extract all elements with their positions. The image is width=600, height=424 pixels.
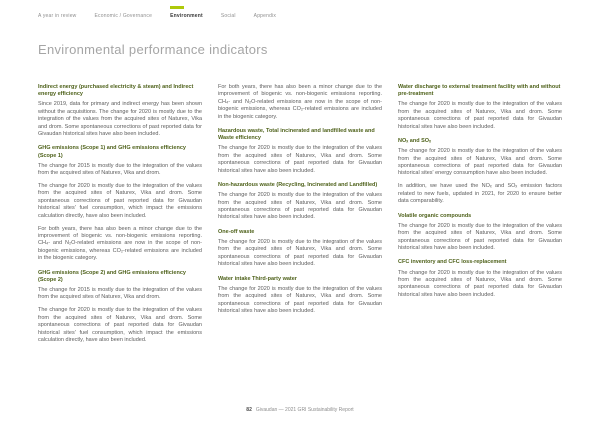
section-paragraph: Since 2019, data for primary and indirect energy has been shown without the acquisitions. The change for 2020 is mostly due to the integration of the values from the acquired sites of Naturex, Vika and drom. Some spontaneous corrections of past reported data for Givaudan historical sites have also been included. xyxy=(38,101,202,137)
section-indirect-energy xyxy=(38,84,202,138)
section-paragraph: For both years, there has also been a minor change due to the improvement of biogenic vs. non-biogenic emissions reporting. CH₄- and N₂O-related emissions are now in the scope of non-biogenic emissions, whereas CO₂-related emissions are included in the biogenic category. xyxy=(218,84,382,120)
nav-item-economic-governance[interactable]: Economic / Governance xyxy=(94,13,153,19)
section-paragraph: The change for 2020 is mostly due to the integration of the values from the acquired sites of Naturex, Vika and drom. Some spontaneous corrections of past reported data for Givaudan historical sites' energy consumption have also been included. xyxy=(398,148,562,177)
section-heading: GHG emissions (Scope 1) and GHG emissions efficiency (Scope 1) xyxy=(38,145,186,159)
section-heading: NOₓ and SOₓ xyxy=(398,137,432,144)
section-heading: Non-hazardous waste (Recycling, Incinerated and Landfilled) xyxy=(218,182,378,189)
page-title: Environmental performance indicators xyxy=(38,41,268,57)
section-paragraph: The change for 2020 is mostly due to the integration of the values from the acquired sites of Naturex, Vika and drom. Some spontaneous corrections of past reported data for Givaudan historical sites' fuel consumption, which impact the emissions calculation directly, have also been included. xyxy=(38,183,202,219)
section-heading: Water intake Third-party water xyxy=(218,275,297,282)
nav-item-appendix[interactable]: Appendix xyxy=(253,13,277,19)
section-paragraph: The change for 2020 is mostly due to the integration of the values from the acquired sites of Naturex, Vika and drom. Some spontaneous corrections of past reported data for Givaudan historical sites have also been included. xyxy=(398,269,562,298)
section-ghg-scope2 xyxy=(38,270,202,345)
section-water-intake xyxy=(218,276,382,316)
section-paragraph: The change for 2020 is mostly due to the integration of the values from the acquired sites of Naturex, Vika and drom. Some spontaneous corrections of past reported data for Givaudan historical sites' fuel consumption, which impact the emissions calculation directly, have also been included. xyxy=(38,307,202,344)
footer-text: Givaudan — 2021 GRI Sustainability Report xyxy=(255,407,354,413)
section-voc xyxy=(398,213,562,253)
section-paragraph: The change for 2020 is mostly due to the integration of the values from the acquired sites of Naturex, Vika and drom. Some spontaneous corrections of past reported data for Givaudan historical sites have also been included. xyxy=(218,192,382,221)
section-paragraph: The change for 2020 is mostly due to the integration of the values from the acquired sites of Naturex, Vika and drom. Some spontaneous corrections of past reported data for Givaudan historical sites have also been included. xyxy=(218,239,382,268)
nav-item-environment[interactable]: Environment xyxy=(170,13,203,19)
section-heading: CFC inventory and CFC loss-replacement xyxy=(398,259,507,266)
section-paragraph: The change for 2015 is mostly due to the integration of the values from the acquired sites of Naturex, Vika and drom. xyxy=(38,162,202,177)
section-heading: GHG emissions (Scope 2) and GHG emissions efficiency (Scope 2) xyxy=(38,269,186,283)
section-paragraph: The change for 2015 is mostly due to the integration of the values from the acquired sites of Naturex, Vika and drom. xyxy=(38,287,202,301)
section-non-hazardous-waste xyxy=(218,182,382,222)
section-continuation xyxy=(218,84,382,121)
nav-item-social[interactable]: Social xyxy=(220,13,236,19)
footer-page-number: 82 xyxy=(246,407,252,413)
page-footer xyxy=(0,407,600,413)
section-nox-sox xyxy=(398,138,562,206)
section-paragraph: In addition, we have used the NOₓ and SOₓ emission factors related to new fuels, updated in 2021, for 2020 to ensure better data comparability. xyxy=(398,183,562,205)
top-navigation xyxy=(38,13,276,19)
content-columns xyxy=(38,84,562,351)
section-heading: Volatile organic compounds xyxy=(398,212,472,219)
column-right xyxy=(398,84,562,306)
section-heading: One-off waste xyxy=(218,228,255,235)
section-paragraph: The change for 2020 is mostly due to the integration of the values from the acquired sites of Naturex, Vika and drom. Some spontaneous corrections of past reported data for Givaudan historical sites have also been included. xyxy=(398,101,562,130)
section-water-discharge xyxy=(398,84,562,131)
section-hazardous-waste xyxy=(218,128,382,175)
section-heading: Indirect energy (purchased electricity & steam) and Indirect energy efficiency xyxy=(38,84,194,98)
section-cfc xyxy=(398,259,562,299)
section-one-off-waste xyxy=(218,229,382,269)
section-heading: Water discharge to external treatment facility with and without pre-treatment xyxy=(398,84,561,98)
section-paragraph: The change for 2020 is mostly due to the integration of the values from the acquired sites of Naturex, Vika and drom. Some spontaneous corrections of past reported data for Givaudan historical sites have also been included. xyxy=(218,285,382,315)
section-ghg-scope1 xyxy=(38,145,202,262)
section-paragraph: The change for 2020 is mostly due to the integration of the values from the acquired sites of Naturex, Vika and drom. Some spontaneous corrections of past reported data for Givaudan historical sites have also been included. xyxy=(218,145,382,174)
section-paragraph: The change for 2020 is mostly due to the integration of the values from the acquired sites of Naturex, Vika and drom. Some spontaneous corrections of past reported data for Givaudan historical sites have also been included. xyxy=(398,222,562,251)
section-heading: Hazardous waste, Total incinerated and landfilled waste and Waste efficiency xyxy=(218,128,375,142)
column-left xyxy=(38,84,202,351)
section-paragraph: For both years, there has also been a minor change due to the improvement of biogenic vs. non-biogenic emissions reporting. CH₄- and N₂O-related emissions are now in the scope of non-biogenic emissions, whereas CO₂-related emissions are included in the biogenic category. xyxy=(38,225,202,262)
column-middle xyxy=(218,84,382,323)
nav-item-year-in-review[interactable]: A year in review xyxy=(38,13,77,19)
